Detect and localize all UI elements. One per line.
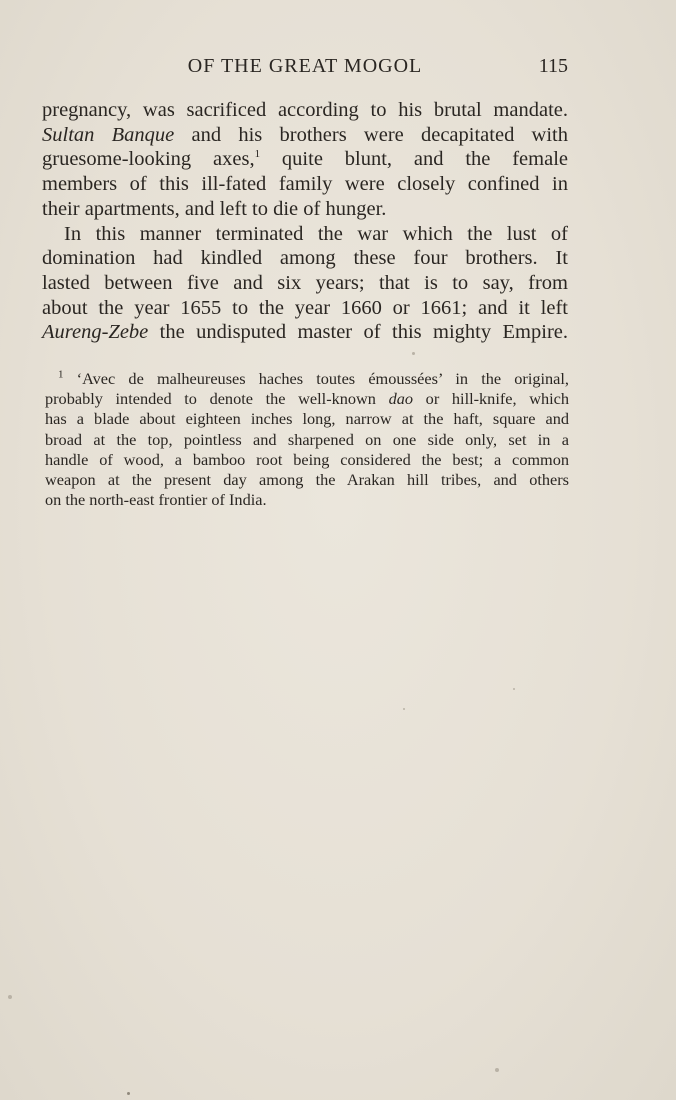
text-line: domination had kindled among these four brothers. It (42, 247, 568, 270)
running-head (42, 55, 568, 83)
italic-name: Aureng-Zebe (42, 321, 149, 344)
running-title: OF THE GREAT MOGOL (187, 55, 423, 77)
page-number: 115 (538, 55, 568, 77)
footnote-reference: 1 (254, 148, 261, 161)
body-text (42, 98, 568, 345)
text-span: ‘Avec de malheureuses haches toutes émoussées’ in the original, (63, 369, 569, 388)
text-span: probably intended to denote the well-known (45, 389, 389, 409)
text-span: the undisputed master of this mighty Empire. (148, 321, 568, 344)
footnote-line: handle of wood, a bamboo root being considered the best; a common (45, 449, 569, 469)
footnote-line (45, 369, 569, 389)
footnote-line: has a blade about eighteen inches long, narrow at the haft, square and (45, 409, 569, 429)
text-line: their apartments, and left to die of hunger. (42, 197, 387, 220)
text-span: quite blunt, and the female (260, 148, 568, 171)
paper-speck (127, 1092, 130, 1095)
paper-speck (403, 708, 405, 710)
text-line: lasted between five and six years; that is to say, from (42, 271, 568, 294)
paper-speck (412, 352, 415, 355)
footnote-line: broad at the top, pointless and sharpened on one side only, set in a (45, 429, 569, 449)
italic-name: Sultan Banque (42, 123, 175, 146)
text-line: In this manner terminated the war which the lust of (64, 222, 568, 245)
text-line (42, 147, 568, 172)
paper-speck (8, 995, 12, 999)
text-line: members of this ill-fated family were closely confined in (42, 173, 568, 196)
text-span: gruesome-looking axes, (42, 148, 255, 171)
footnote-line (45, 389, 569, 409)
text-span: or hill-knife, which (413, 389, 570, 409)
text-line (42, 320, 568, 345)
text-line: pregnancy, was sacrificed according to his brutal mandate. (42, 99, 568, 121)
paper-speck (495, 1068, 499, 1072)
footnote-line: weapon at the present day among the Arakan hill tribes, and others (45, 470, 569, 490)
text-line: about the year 1655 to the year 1660 or 1661; and it left (42, 296, 568, 319)
footnote (45, 369, 569, 510)
footnote-marker: 1 (58, 368, 64, 381)
footnote-line: on the north-east frontier of India. (45, 490, 267, 510)
paper-speck (513, 688, 515, 690)
text-span: and his brothers were decapitated with (174, 123, 569, 146)
italic-term: dao (388, 389, 414, 409)
text-line (42, 123, 568, 148)
